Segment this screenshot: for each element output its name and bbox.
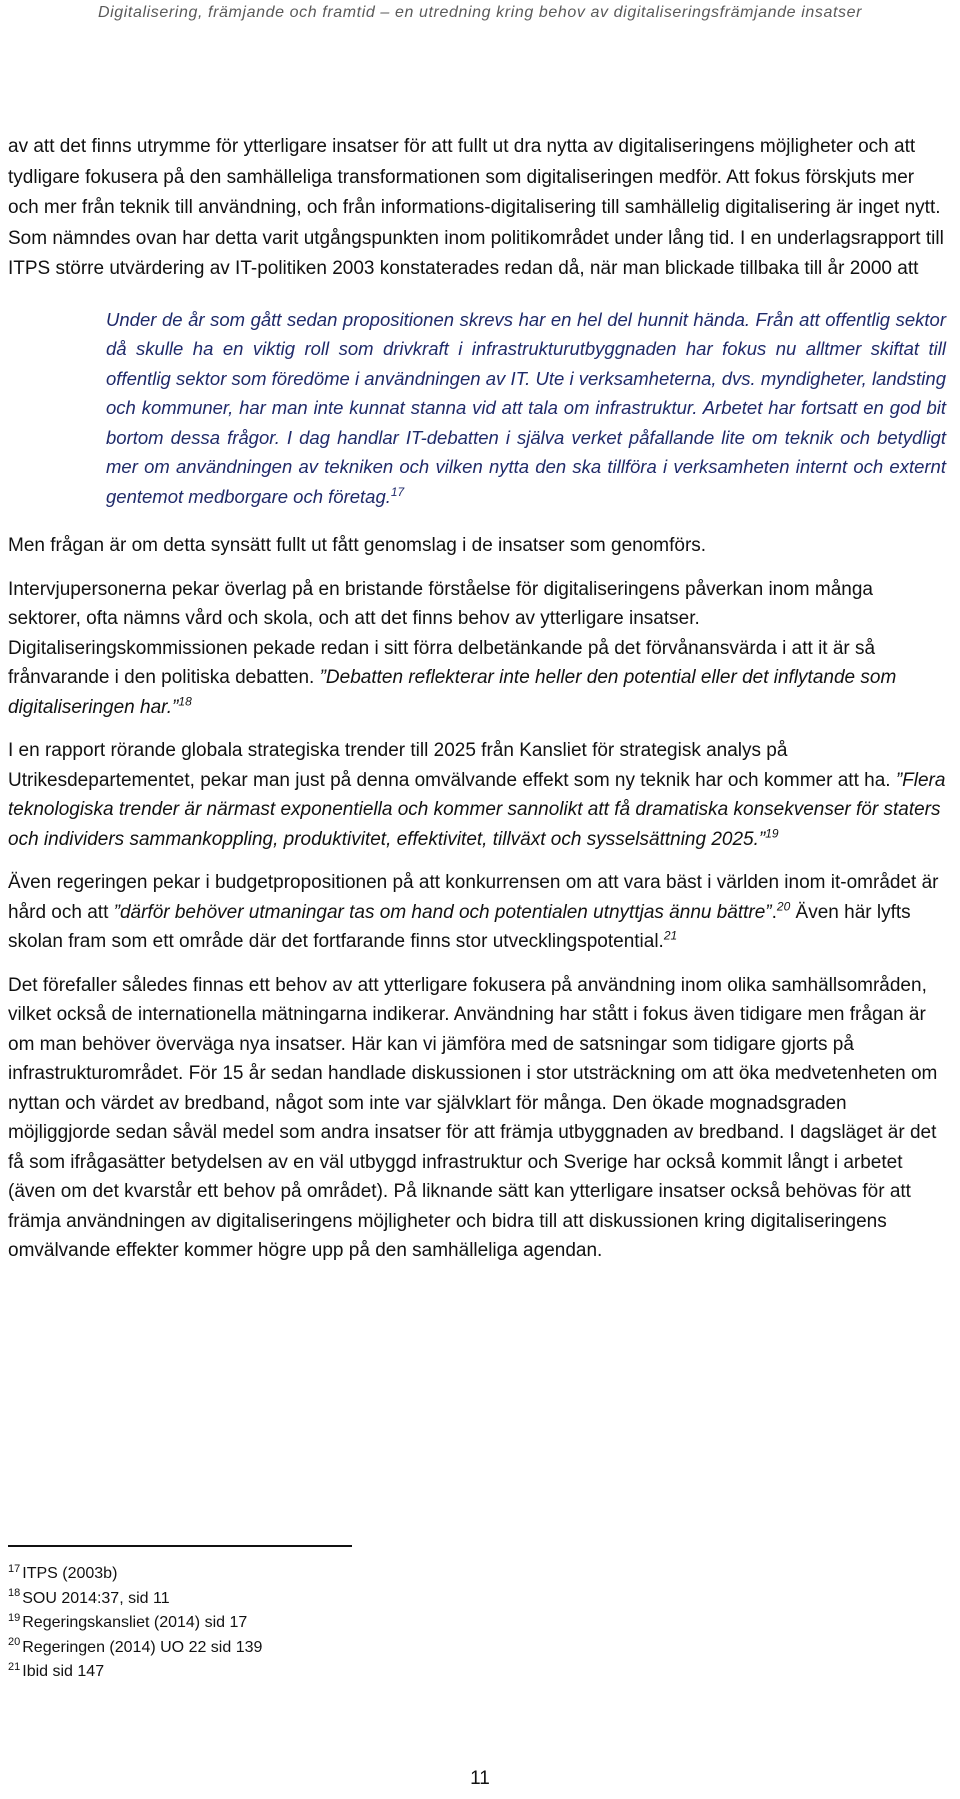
body-content xyxy=(8,132,950,1266)
paragraph-5-text-b: . xyxy=(771,901,777,923)
paragraph-5 xyxy=(8,868,950,957)
footnotes xyxy=(8,1562,608,1685)
running-header: Digitalisering, främjande och framtid – en utredning kring behov av digitaliseringsfrämjande insatser xyxy=(97,4,863,21)
paragraph-4-text: I en rapport rörande globala strategiska trender till 2025 från Kansliet för strategisk analys på Utrikesdepartementet, pekar man just på denna omvälvande effekt som ny teknik har och kommer att ha. xyxy=(8,740,896,791)
footnote-18 xyxy=(8,1587,608,1612)
intro-part-3: I en underlagsrapport till ITPS större utvärdering av IT-politiken 2003 konstaterades redan då, när man blickade tillbaka till år 2000 att xyxy=(8,227,944,279)
paragraph-4-quote: ”Flera teknologiska trender är närmast exponentiella och kommer sannolikt att få dramatiska konsekvenser för staters och individers sammankoppling, produktivitet, effektivitet, tillväxt och sysselsättning 2025.” xyxy=(8,769,946,850)
footnote-number: 20 xyxy=(8,1636,21,1649)
footnote-text: Regeringen (2014) UO 22 sid 139 xyxy=(22,1638,263,1656)
footnote-19 xyxy=(8,1611,608,1636)
paragraph-4 xyxy=(8,736,950,854)
intro-part-2: Som nämndes ovan har detta varit utgångspunkten inom politikområdet under lång tid. xyxy=(8,227,735,249)
paragraph-3-quote: ”Debatten reflekterar inte heller den potential eller det inflytande som digitaliseringen har.” xyxy=(8,667,897,718)
footnote-ref-20[interactable]: 20 xyxy=(776,899,791,914)
paragraph-1: Men frågan är om detta synsätt fullt ut fått genomslag i de insatser som genomförs. xyxy=(8,535,707,556)
paragraph-6: Det förefaller således finnas ett behov av att ytterligare fokusera på användning inom olika samhällsområden, vilket också de internationella mätningarna indikerar. Användning har stått i fokus även tidigare men frågan är om man behöver överväga nya insatser. Här kan vi jämföra med de satsningar som tidigare gjorts på infrastrukturområdet. För 15 år sedan handlade diskussionen i stor utsträckning om att öka medvetenheten om nyttan och värdet av bredband, något som inte var självklart för många. Den ökade mognadsgraden möjliggjorde sedan såväl medel som andra insatser för att främja utbyggnaden av bredband. I dagsläget är det få som ifrågasätter betydelsen av en väl utbyggd infrastruktur och Sverige har också kommit långt i arbetet (även om det kvarstår ett behov på området). På liknande sätt kan ytterligare insatser också behövas för att främja användningen av digitaliseringens möjligheter och bidra till att diskussionen kring digitaliseringens omvälvande effekter kommer högre upp på den samhälleliga agendan. xyxy=(8,974,938,1261)
footnote-number: 17 xyxy=(8,1562,21,1575)
footnote-number: 21 xyxy=(8,1660,21,1673)
page-number: 11 xyxy=(470,1768,490,1789)
footnote-text: Regeringskansliet (2014) sid 17 xyxy=(22,1614,248,1631)
quote-text: Under de år som gått sedan propositionen skrevs har en hel del hunnit hända. Från att offentlig sektor då skulle ha en viktig roll som drivkraft i infrastrukturutbyggnaden har fokus nu alltmer skiftat till offentlig sektor som föredöme i användningen av IT. Ute i verksamheterna, dvs. myndigheter, landsting och kommuner, har man inte kunnat stanna vid att tala om infrastruktur. Arbetet har fortsatt en god bit bortom dessa frågor. I dag handlar IT-debatten i själva verket påfallande lite om teknik och betydligt mer om användningen av tekniken och vilken nytta den ska tillföra i verksamheten internt och externt gentemot medborgare och företag. xyxy=(106,308,946,507)
paragraph-5-quote: ”därför behöver utmaningar tas om hand och potentialen utnyttjas ännu bättre” xyxy=(113,901,772,923)
footnote-ref-18[interactable]: 18 xyxy=(178,694,192,709)
footnote-ref-21[interactable]: 21 xyxy=(663,928,678,943)
paragraph-3-text: Digitaliseringskommissionen pekade redan i sitt förra delbetänkande på det förvånansvärda i att it är så frånvarande i den politiska debatten. xyxy=(8,637,876,688)
footnote-20 xyxy=(8,1636,608,1661)
footnote-number: 18 xyxy=(8,1587,21,1600)
footnote-separator xyxy=(8,1545,352,1547)
footnote-text: SOU 2014:37, sid 11 xyxy=(22,1589,170,1607)
paragraph-5-text-a: Även regeringen pekar i budgetpropositionen på att konkurrensen om att vara bäst i världen inom it-området är hård och att xyxy=(8,872,939,923)
footnote-number: 19 xyxy=(8,1611,21,1624)
intro-part-1: av att det finns utrymme för ytterligare insatser för att fullt ut dra nytta av digitaliseringens möjligheter och att tydligare fokusera på den samhälleliga transformationen som digitaliseringen medför. Att fokus förskjuts mer och mer från teknik till användning, och från informations-digitalisering till samhällelig digitalisering är inget nytt. xyxy=(8,136,941,218)
paragraph-2: Intervjupersonerna pekar överlag på en bristande förståelse för digitaliseringens påverkan inom många sektorer, ofta nämns vård och skola, och att det finns behov av ytterligare insatser. xyxy=(8,578,874,629)
footnote-17 xyxy=(8,1562,608,1587)
paragraph-5-text-c: Även här lyfts skolan fram som ett område där det fortfarande finns stor utvecklingspotential. xyxy=(8,901,911,952)
footnote-text: Ibid sid 147 xyxy=(22,1663,105,1680)
paragraph-3 xyxy=(8,634,950,723)
footnote-text: ITPS (2003b) xyxy=(22,1565,118,1582)
footnote-21 xyxy=(8,1660,608,1685)
intro-paragraph xyxy=(8,132,950,285)
block-quote xyxy=(106,305,946,512)
footnote-ref-19[interactable]: 19 xyxy=(765,826,779,841)
footnote-ref-17[interactable]: 17 xyxy=(390,484,405,499)
